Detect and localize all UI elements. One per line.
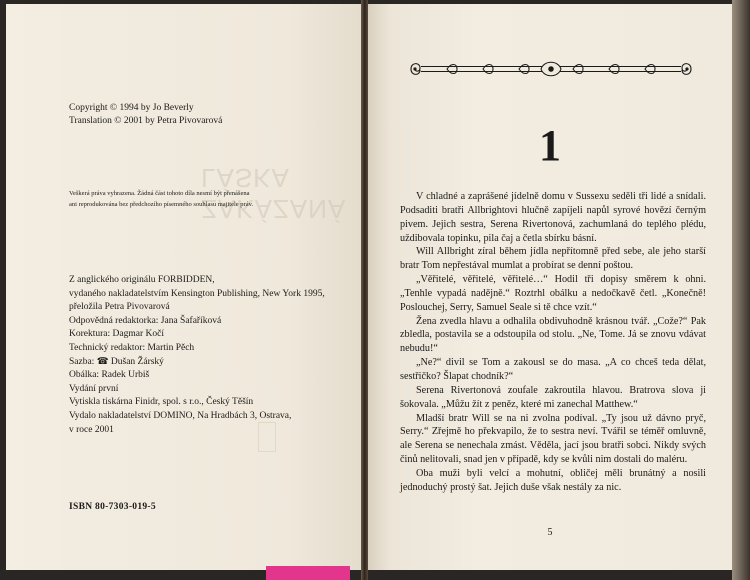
paragraph: Will Allbright zíral během jídla nepřítomně před sebe, ale jeho starší bratr Tom nepřestával mumlat a probírat se denní poštou.	[400, 246, 706, 272]
chapter-number: 1	[539, 121, 561, 170]
bookmark-ribbon	[266, 566, 350, 580]
paragraph: Mladší bratr Will se na ni zvolna podíval. „Ty jsou už dávno pryč, Serry.“ Zřejmě ho překvapilo, že to sestra neví. Tvářil se téměř omluvně, ale Serena se nenechala zmást. Věděla, jací jsou bratři sobci. Nikdy svých činů nelitovali, snad jen v případě, kdy se kvůli nim dostali do maléru.	[400, 412, 706, 466]
credits-line: Vytiskla tiskárna Finidr, spol. s r.o., Český Těšín	[69, 397, 254, 408]
credits-line: Odpovědná redaktorka: Jana Šafaříková	[69, 315, 222, 326]
right-page	[368, 4, 732, 570]
credits-line: vydaného nakladatelstvím Kensington Publishing, New York 1995,	[69, 288, 325, 299]
credits-block	[69, 274, 325, 437]
paragraph: V chladné a zaprášené jídelně domu v Sussexu seděli tři lidé a snídali. Podsaditi bratři Allbrightovi hlučně zapíjeli napůl syrové hovězí černým pivem. Jejich sestra, Serena Rivertonová, zachumlaná do teplého plédu, uždibovala topinku, pila čaj a četla sbírku básní.	[400, 191, 706, 244]
copyright-block	[69, 102, 222, 128]
paragraph: Žena zvedla hlavu a odhalila obdivuhodně krásnou tvář. „Cože?“ Pak zbledla, postavila se a odstoupila od stolu. „Ne, Tome. Já se znovu vdávat nebudu!“	[400, 315, 706, 355]
page-number: 5	[547, 527, 553, 538]
credits-line: Korektura: Dagmar Kočí	[69, 329, 164, 340]
credits-line: přeložila Petra Pivovarová	[69, 302, 170, 313]
chapter-text	[400, 190, 706, 495]
rights-line: Veškerá práva vyhrazena. Žádná část tohoto díla nesmí být přenášena	[69, 190, 250, 197]
credits-line: Obálka: Radek Urbiš	[69, 370, 150, 381]
left-page	[6, 4, 361, 570]
book-gutter	[361, 0, 368, 580]
isbn: ISBN 80-7303-019-5	[69, 502, 156, 512]
copyright-line: Copyright © 1994 by Jo Beverly	[69, 103, 194, 113]
rights-notice	[69, 188, 309, 210]
rights-line: ani reprodukována bez předchozího písemného souhlasu majitele práv.	[69, 201, 254, 208]
paragraph: Oba muži byli velcí a mohutní, obličej měli brunátný a nosili jednoduchý prostý šat. Jejich duše však nestály za nic.	[400, 467, 706, 493]
credits-line: Vydalo nakladatelství DOMINO, Na Hradbách 3, Ostrava,	[69, 410, 292, 421]
paragraph: „Ne?“ divil se Tom a zakousl se do masa. „A co chceš teda dělat, sestřičko? Šlapat chodník?“	[400, 357, 706, 382]
paragraph: Serena Rivertonová zoufale zakroutila hlavou. Bratrova slova ji šokovala. „Můžu žít z peněz, které mi zanechal Matthew.“	[400, 384, 706, 410]
paragraph: „Věřitelé, věřitelé, věřitelé…“ Hodil tři dopisy směrem k ohni. „Tenhle vypadá nadějně.“ Roztrhl obálku a nedočkavě četl. „Konečně! Poslouchej, Serry, Samuel Seale si tě chce vzít.“	[400, 274, 706, 313]
scroll-ornament-icon	[407, 58, 695, 80]
page-edges	[732, 0, 750, 580]
credits-line: Sazba: ☎ Dušan Žárský	[69, 356, 164, 367]
credits-line: Technický redaktor: Martin Pěch	[69, 342, 195, 353]
credits-line: Vydání první	[69, 383, 119, 394]
bleed-through-title: ZAKÁZANÁ LÁSKA	[201, 163, 347, 224]
credits-line: Z anglického originálu FORBIDDEN,	[69, 275, 215, 285]
credits-line: v roce 2001	[69, 424, 114, 435]
translation-copyright-line: Translation © 2001 by Petra Pivovarová	[69, 116, 223, 126]
